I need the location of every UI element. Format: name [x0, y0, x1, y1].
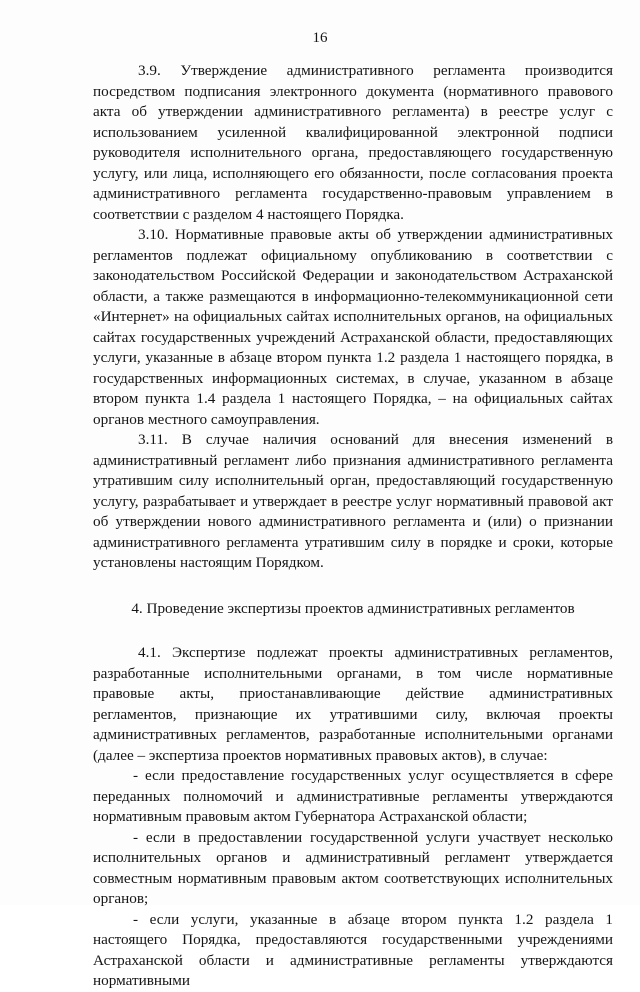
page-number: 16 — [312, 30, 328, 46]
document-body — [93, 61, 613, 992]
paragraph-3-9: 3.9. Утверждение административного регламента производится посредством подписания электронного документа (нормативного правового акта об утверждении административного регламента) в реестре услуг с использованием усиленной квалифицированной электронной подписи руководителя исполнительного органа, предоставляющего государственную услугу, или лица, исполняющего его обязанности, после согласования проекта административного регламента государственно-правовым управлением в соответствии с разделом 4 настоящего Порядка. — [93, 62, 613, 223]
section-4-heading: 4. Проведение экспертизы проектов административных регламентов — [131, 599, 575, 617]
list-item: - если в предоставлении государственной услуги участвует несколько исполнительных органов и административный регламент утверждается совместным нормативным правовым актом соответствующих исполнительных органов; — [93, 828, 613, 907]
list-item: - если услуги, указанные в абзаце втором пункта 1.2 раздела 1 настоящего Порядка, предоставляются государственными учреждениями Астраханской области и административные регламенты утверждаются нормативными — [93, 910, 613, 989]
paragraph-4-1: 4.1. Экспертизе подлежат проекты административных регламентов, разработанные исполнительными органами, в том числе нормативные правовые акты, приостанавливающие действие административных регламентов, признающие их утратившими силу, включая проекты административных регламентов, разработанные исполнительными органами (далее – экспертиза проектов нормативных правовых актов), в случае: — [93, 644, 613, 764]
list-item: - если предоставление государственных услуг осуществляется в сфере переданных полномочий и административные регламенты утверждаются нормативным правовым актом Губернатора Астраханской области; — [93, 767, 613, 825]
paragraph-3-11: 3.11. В случае наличия оснований для внесения изменений в административный регламент либо признания административного регламента утратившим силу исполнительный орган, предоставляющий государственную услугу, разрабатывает и утверждает в реестре услуг нормативный правовой акт об утверждении нового административного регламента и (или) о признании административного регламента утратившим силу в порядке и сроки, которые установлены настоящим Порядком. — [93, 431, 613, 571]
paragraph-3-10: 3.10. Нормативные правовые акты об утверждении административных регламентов подлежат официальному опубликованию в соответствии с законодательством Российской Федерации и законодательством Астраханской области, а также размещаются в информационно-телекоммуникационной сети «Интернет» на официальных сайтах исполнительных органов, на официальных сайтах государственных учреждений Астраханской области, предоставляющих услуги, указанные в абзаце втором пункта 1.2 раздела 1 настоящего порядка, в государственных информационных системах, в случае, указанном в абзаце втором пункта 1.4 раздела 1 настоящего Порядка, – на официальных сайтах органов местного самоуправления. — [93, 226, 613, 428]
